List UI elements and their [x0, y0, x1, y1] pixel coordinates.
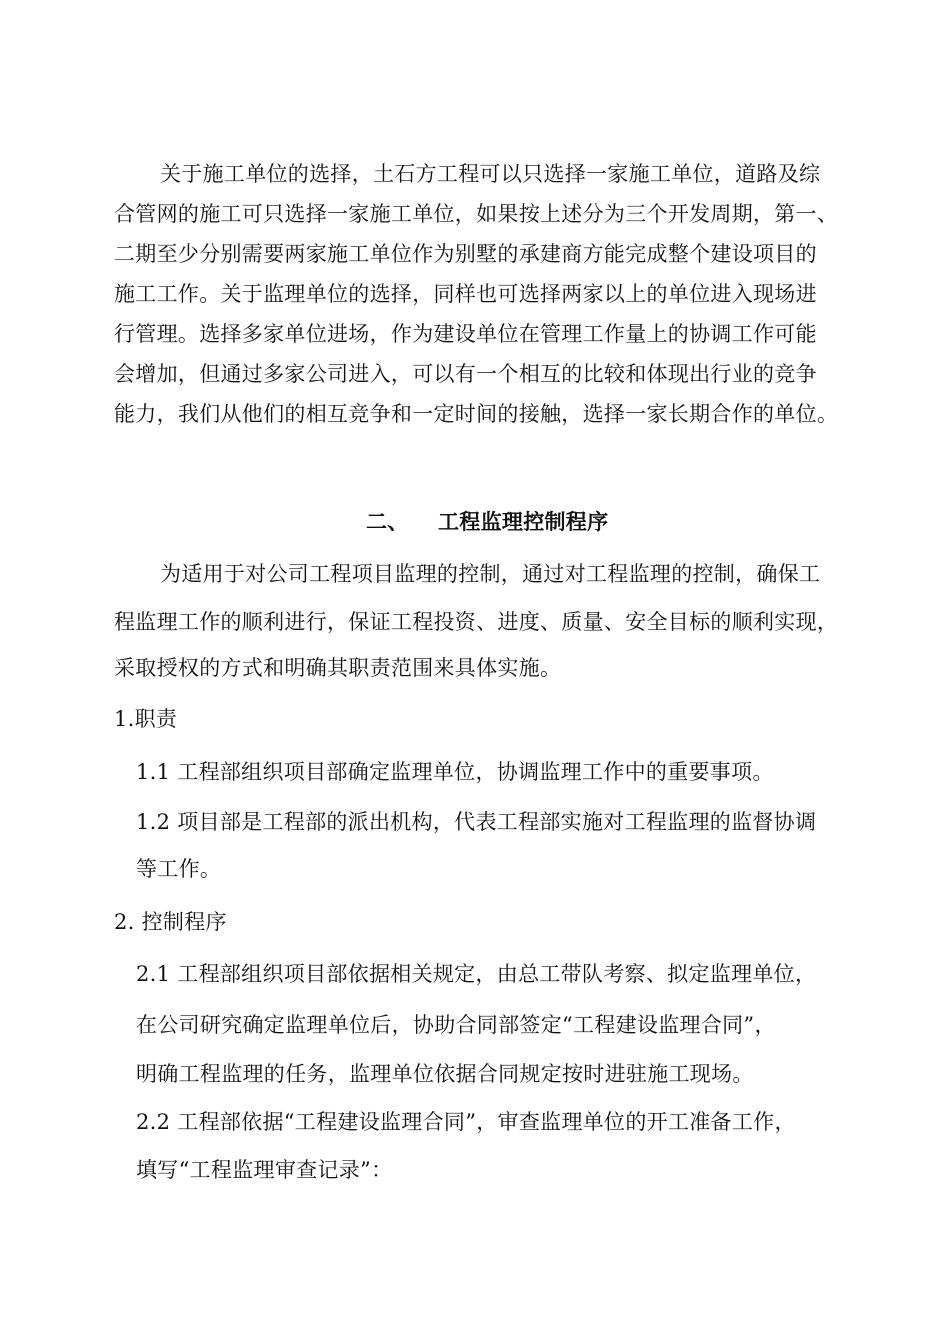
purpose-line: 程监理工作的顺利进行，保证工程投资、进度、质量、安全目标的顺利实现，	[114, 610, 839, 634]
duty-item-1-2: 1.2 项目部是工程部的派出机构，代表工程部实施对工程监理的监督协调	[136, 810, 817, 834]
purpose-line: 为适用于对公司工程项目监理的控制，通过对工程监理的控制，确保工	[160, 562, 821, 586]
section-number: 二、	[366, 509, 409, 534]
section-heading	[366, 506, 608, 538]
purpose-line: 采取授权的方式和明确其职责范围来具体实施。	[114, 656, 562, 680]
intro-line: 会增加，但通过多家公司进入，可以有一个相互的比较和体现出行业的竞争	[114, 362, 817, 386]
procedure-heading: 2. 控制程序	[114, 910, 227, 934]
intro-line: 施工工作。关于监理单位的选择，同样也可选择两家以上的单位进入现场进	[114, 282, 817, 306]
intro-line: 合管网的施工可只选择一家施工单位，如果按上述分为三个开发周期，第一、	[114, 202, 839, 226]
procedure-item-2-1-cont: 在公司研究确定监理单位后，协助合同部签定“工程建设监理合同”，	[136, 1013, 776, 1037]
procedure-item-2-1-cont: 明确工程监理的任务，监理单位依据合同规定按时进驻施工现场。	[136, 1062, 754, 1086]
procedure-item-2-2: 2.2 工程部依据“工程建设监理合同”，审查监理单位的开工准备工作，	[136, 1110, 796, 1134]
intro-line: 能力，我们从他们的相互竞争和一定时间的接触，选择一家长期合作的单位。	[114, 402, 839, 426]
duty-item-1-1: 1.1 工程部组织项目部确定监理单位，协调监理工作中的重要事项。	[136, 760, 774, 784]
duty-item-1-2-cont: 等工作。	[136, 857, 222, 881]
procedure-item-2-2-cont: 填写“工程监理审查记录”：	[136, 1158, 393, 1182]
intro-line: 二期至少分别需要两家施工单位作为别墅的承建商方能完成整个建设项目的	[114, 242, 817, 266]
section-title: 工程监理控制程序	[438, 509, 609, 534]
procedure-item-2-1: 2.1 工程部组织项目部依据相关规定，由总工带队考察、拟定监理单位，	[136, 962, 817, 986]
intro-line: 行管理。选择多家单位进场，作为建设单位在管理工作量上的协调工作可能	[114, 322, 817, 346]
intro-line: 关于施工单位的选择，土石方工程可以只选择一家施工单位，道路及综	[160, 162, 821, 186]
duties-heading: 1.职责	[114, 707, 178, 731]
